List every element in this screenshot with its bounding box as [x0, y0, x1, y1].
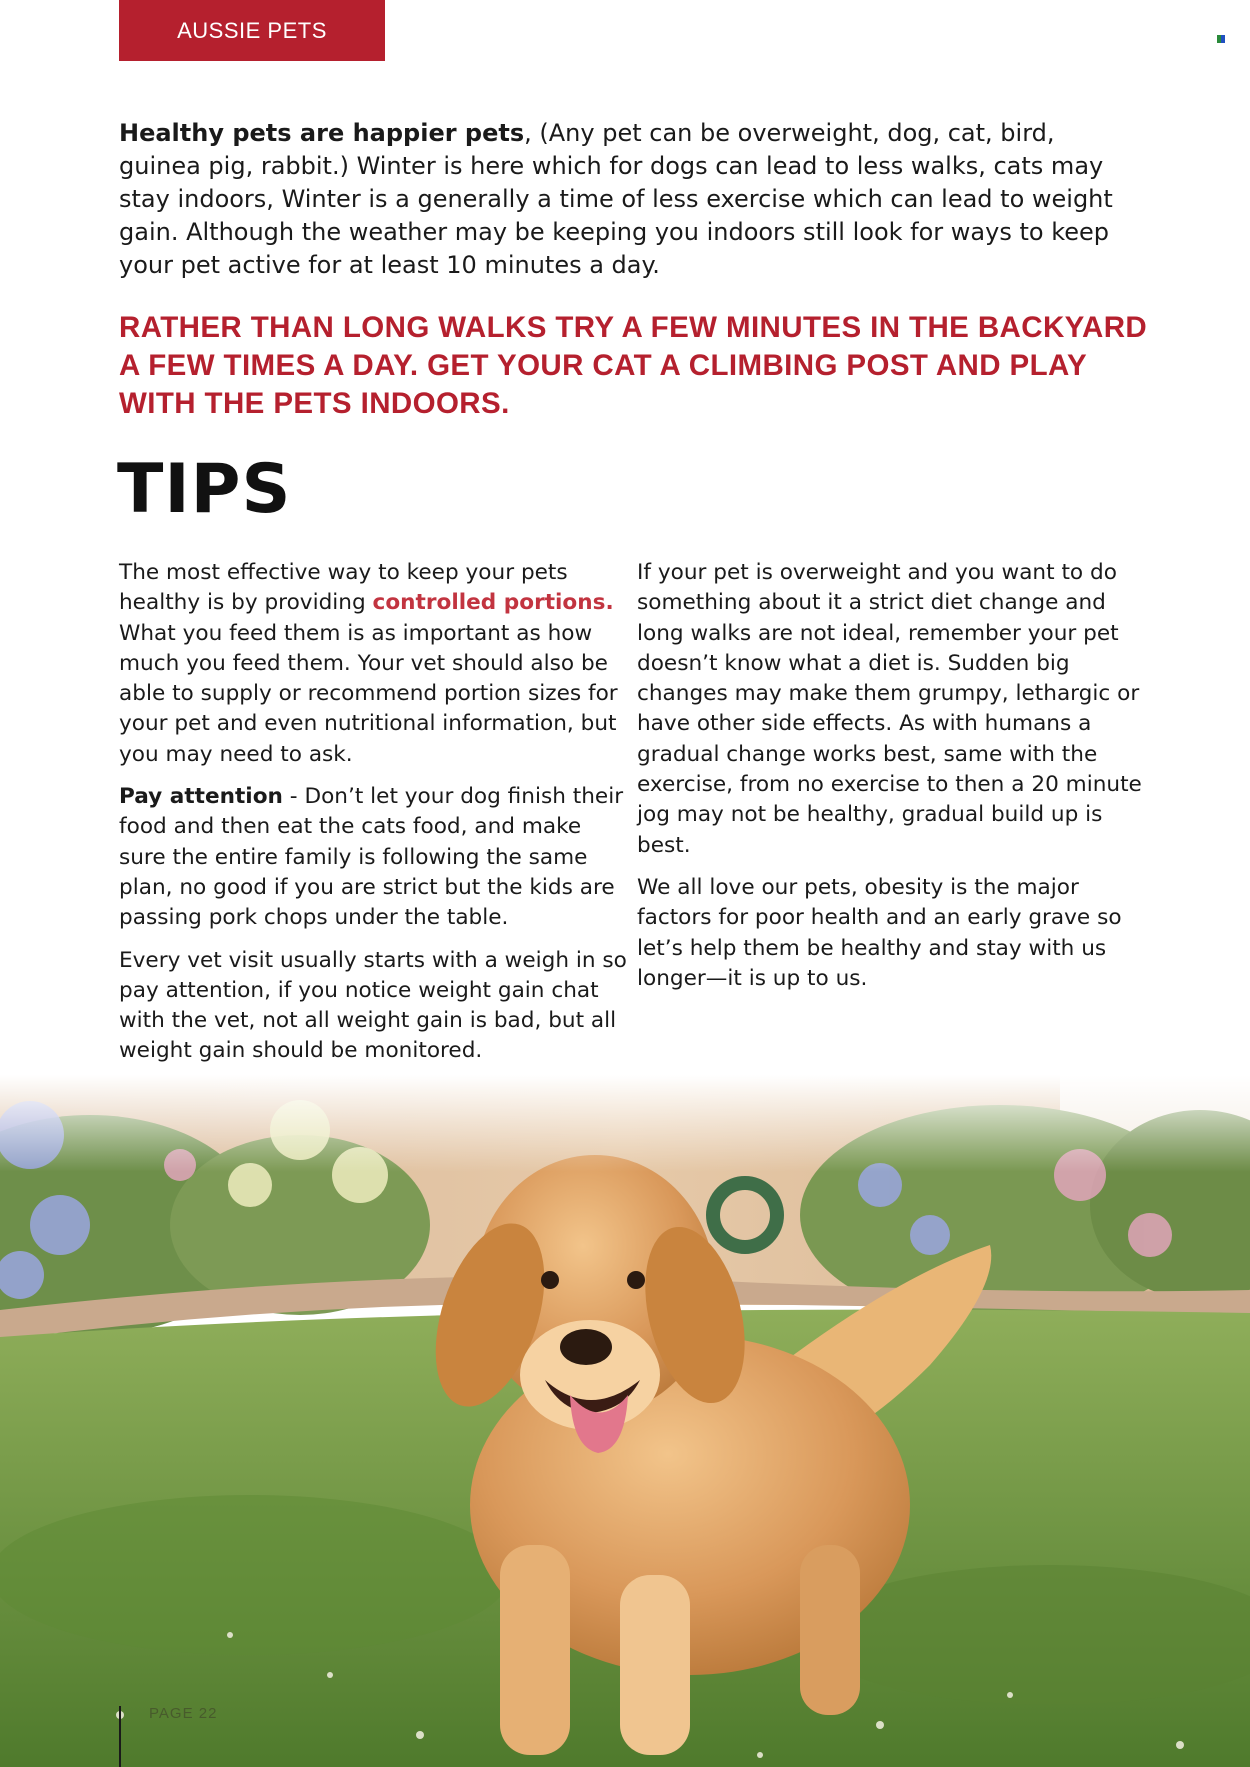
- brand-tab: [119, 0, 385, 61]
- controlled-portions-highlight: controlled portions.: [372, 590, 614, 616]
- tip-vet-visit: Every vet visit usually starts with a weigh in so pay attention, if you notice weight gain chat with the vet, not all weight gain is bad, but all weight gain should be monitored.: [119, 947, 627, 1064]
- page-number: PAGE 22: [149, 1705, 218, 1722]
- page-rule: [119, 1706, 121, 1767]
- brand-label: AUSSIE PETS: [177, 17, 327, 43]
- tips-left-column: [119, 558, 629, 1079]
- corner-mark-icon: [1217, 35, 1225, 43]
- pay-attention-text: - Don’t let your dog finish their food and then eat the cats food, and make sure the entire family is following the same plan, no good if you are strict but the kids are passing pork chops under the table.: [119, 784, 624, 931]
- tip-pay-attention: [119, 782, 629, 933]
- intro-lead: Healthy pets are happier pets: [119, 119, 525, 147]
- tips-heading: TIPS: [117, 450, 292, 529]
- tip-portions: [119, 558, 629, 770]
- tip-love-pets: We all love our pets, obesity is the major factors for poor health and an early grave so let’s help them be healthy and stay with us longer—it is up to us.: [637, 874, 1122, 991]
- dog-garden-photo: [0, 1075, 1250, 1767]
- pay-attention-lead: Pay attention: [119, 784, 283, 810]
- tip-portions-text: The most effective way to keep your pets healthy is by providing: [119, 560, 568, 616]
- intro-body: , (Any pet can be overweight, dog, cat, bird, guinea pig, rabbit.) Winter is here which for dogs can lead to less walks, cats may stay indoors, Winter is a generally a time of less exercise which can lead to weight gain. Although the weather may be keeping you indoors still look for ways to keep your pet active for at least 10 minutes a day.: [119, 119, 1113, 279]
- callout-heading: RATHER THAN LONG WALKS TRY A FEW MINUTES IN THE BACKYARD A FEW TIMES A DAY. GET YOUR CAT A CLIMBING POST AND PLAY WITH THE PETS INDOORS.: [119, 311, 1148, 420]
- tip-portions-text-2: What you feed them is as important as how much you feed them. Your vet should also be able to supply or recommend portion sizes for your pet and even nutritional information, but you may need to ask.: [119, 620, 618, 767]
- tip-gradual-change: If your pet is overweight and you want to do something about it a strict diet change and long walks are not ideal, remember your pet doesn’t know what a diet is. Sudden big changes may make them grumpy, lethargic or have other side effects. As with humans a gradual change works best, same with the exercise, from no exercise to then a 20 minute jog may not be healthy, gradual build up is best.: [637, 560, 1142, 858]
- tips-right-column: [637, 558, 1142, 1006]
- intro-paragraph: [119, 117, 1119, 282]
